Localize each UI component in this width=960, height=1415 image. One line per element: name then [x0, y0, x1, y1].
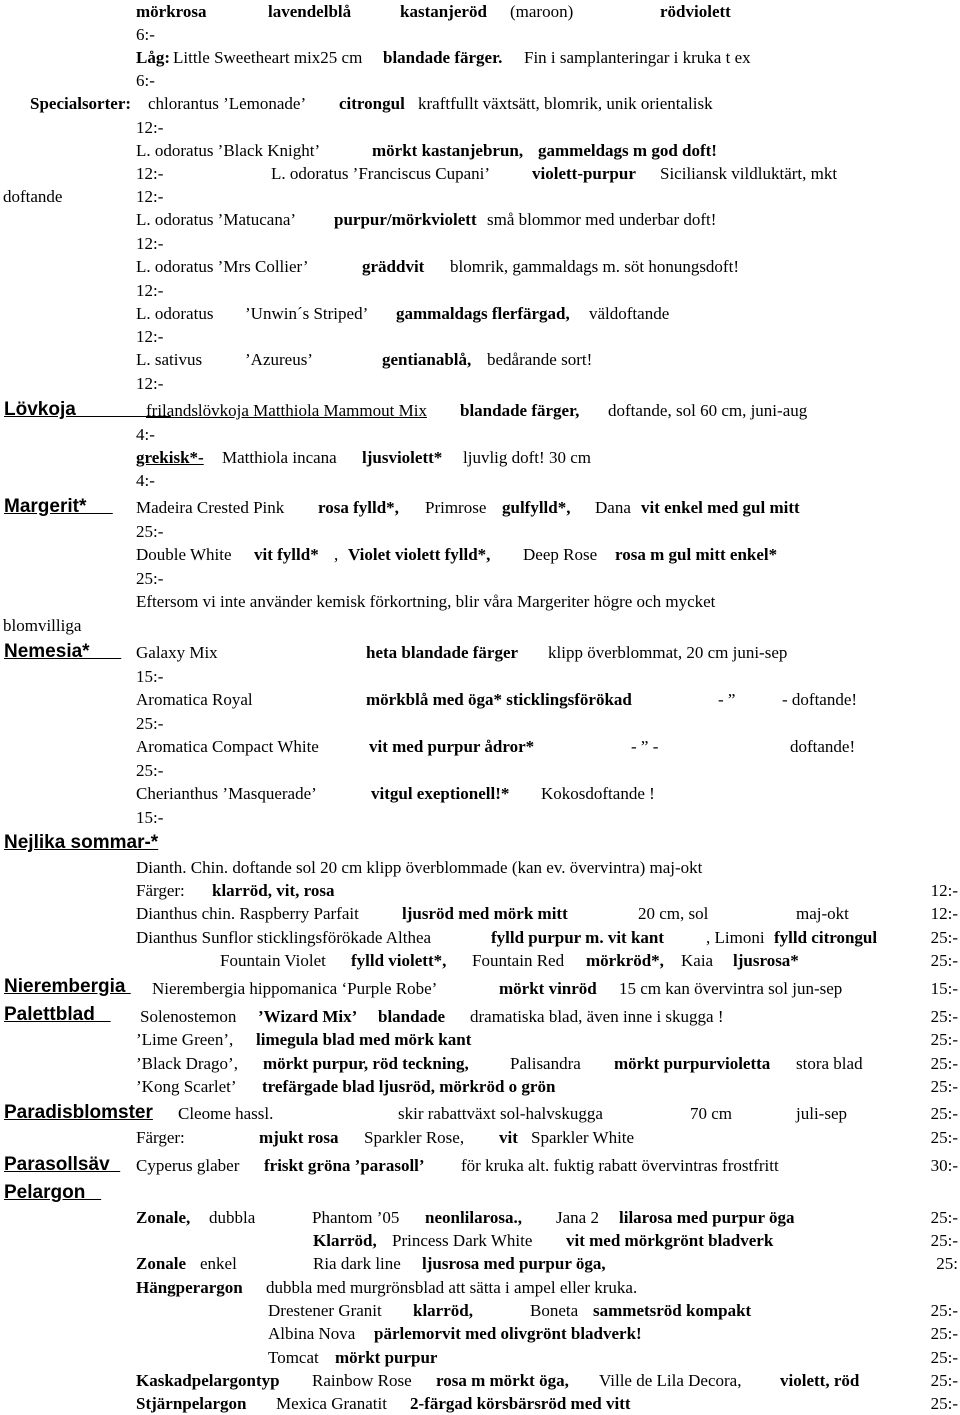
line-56-text-1: Mexica Granatit [276, 1394, 387, 1413]
line-50-text-2: Ria dark line [313, 1254, 401, 1273]
line-40-text-0: Nierembergia hippomanica ‘Purple Robe’ [152, 979, 438, 998]
line-6-text-2: gammeldags m god doft! [538, 141, 717, 160]
line-16-text-0: 12:- [136, 374, 164, 393]
line-31-text-3: doftande! [790, 737, 856, 756]
line-36-text-1: klarröd, vit, rosa [212, 881, 335, 900]
line-39-text-4: Kaia [681, 951, 714, 970]
line-31-text-0: Aromatica Compact White [136, 737, 319, 756]
line-2-text-2: blandade färger. [383, 48, 503, 67]
line-13-text-1: ’Unwin´s Striped’ [245, 304, 369, 323]
line-39-text-3: mörkröd*, [586, 951, 664, 970]
line-11-text-2: blomrik, gammaldags m. söt honungsdoft! [450, 257, 739, 276]
line-39-text-2: Fountain Red [472, 951, 565, 970]
line-46-text-4: Sparkler White [531, 1128, 635, 1147]
line-0-text-2: kastanjeröd [400, 2, 487, 21]
section-heading: Paradisblomster [4, 1102, 153, 1123]
line-21-text-2: Primrose [425, 498, 487, 517]
line-48-text-1: dubbla [209, 1208, 256, 1227]
line-27-text-0: Galaxy Mix [136, 643, 218, 662]
line-19-text-3: ljuvlig doft! 30 cm [463, 448, 591, 467]
line-49-text-2: vit med mörkgrönt bladverk [566, 1231, 774, 1250]
line-48-price: 25:- [930, 1208, 958, 1227]
line-4-text-2: citrongul [339, 94, 405, 113]
line-38-price: 25:- [930, 928, 958, 947]
line-31-text-2: - ” - [631, 737, 659, 756]
line-50-text-1: enkel [200, 1254, 237, 1273]
line-43-text-0: ’Black Drago’, [136, 1054, 238, 1073]
section-heading: Nierembergia [4, 976, 131, 997]
line-12-text-0: 12:- [136, 281, 164, 300]
section-heading: Pelargon [4, 1182, 102, 1203]
line-9-text-0: L. odoratus ’Matucana’ [136, 210, 297, 229]
line-38-text-2: , Limoni [706, 928, 765, 947]
line-45-text-3: juli-sep [796, 1104, 847, 1123]
line-49-text-1: Princess Dark White [392, 1231, 533, 1250]
line-55-text-0: Kaskadpelargontyp [136, 1371, 280, 1390]
line-23-text-4: Deep Rose [523, 545, 598, 564]
line-46-text-2: Sparkler Rose, [364, 1128, 465, 1147]
line-4-text-0: Specialsorter: [30, 94, 132, 113]
line-38-text-3: fylld citrongul [774, 928, 878, 947]
line-10-text-0: 12:- [136, 234, 164, 253]
line-15-text-1: ’Azureus’ [245, 350, 313, 369]
line-2-text-3: Fin i samplanteringar i kruka t ex [524, 48, 751, 67]
line-48-text-5: lilarosa med purpur öga [619, 1208, 795, 1227]
line-39-text-5: ljusrosa* [733, 951, 799, 970]
line-9-text-2: små blommor med underbar doft! [487, 210, 717, 229]
line-44-text-1: trefärgade blad ljusröd, mörkröd o grön [262, 1077, 556, 1096]
line-42-text-1: limegula blad med mörk kant [256, 1030, 472, 1049]
line-11-text-0: L. odoratus ’Mrs Collier’ [136, 257, 309, 276]
line-18-text-0: 4:- [136, 425, 155, 444]
line-32-text-0: 25:- [136, 761, 164, 780]
line-29-text-2: - ” [718, 690, 736, 709]
section-heading: Margerit* [4, 496, 113, 517]
line-53-price: 25:- [930, 1324, 958, 1343]
line-13-text-2: gammaldags flerfärgad, [396, 304, 570, 323]
line-50-text-0: Zonale [136, 1254, 187, 1273]
line-37-text-3: maj-okt [796, 904, 849, 923]
line-50-price: 25: [936, 1254, 958, 1273]
line-0-text-0: mörkrosa [136, 2, 207, 21]
line-19-text-0: grekisk*- [136, 448, 204, 467]
line-2-text-1: Little Sweetheart mix25 cm [173, 48, 363, 67]
line-4-text-1: chlorantus ’Lemonade’ [148, 94, 307, 113]
line-13-text-0: L. odoratus [136, 304, 214, 323]
line-56-text-2: 2-färgad körsbärsröd med vitt [410, 1394, 631, 1413]
line-48-text-0: Zonale, [136, 1208, 191, 1227]
line-52-text-0: Drestener Granit [268, 1301, 382, 1320]
line-0-text-1: lavendelblå [268, 2, 352, 21]
line-24-text-0: 25:- [136, 569, 164, 588]
line-47-text-2: för kruka alt. fuktig rabatt övervintras frostfritt [461, 1156, 779, 1175]
line-28-text-0: 15:- [136, 667, 164, 686]
line-15-text-0: L. sativus [136, 350, 203, 369]
line-42-price: 25:- [930, 1030, 958, 1049]
line-52-text-2: Boneta [530, 1301, 579, 1320]
line-52-price: 25:- [930, 1301, 958, 1320]
line-47-text-0: Cyperus glaber [136, 1156, 240, 1175]
line-35-text-0: Dianth. Chin. doftande sol 20 cm klipp överblommade (kan ev. övervintra) maj-okt [136, 858, 703, 877]
line-7-text-3: Siciliansk vildluktärt, mkt [660, 164, 838, 183]
line-0-text-4: rödviolett [660, 2, 731, 21]
line-44-text-0: ’Kong Scarlet’ [136, 1077, 237, 1096]
line-31-text-1: vit med purpur ådror* [369, 737, 535, 756]
line-43-text-2: Palisandra [510, 1054, 581, 1073]
line-21-text-4: Dana [595, 498, 631, 517]
line-39-text-1: fylld violett*, [351, 951, 447, 970]
line-37-text-0: Dianthus chin. Raspberry Parfait [136, 904, 359, 923]
line-53-text-0: Albina Nova [268, 1324, 356, 1343]
line-23-text-5: rosa m gul mitt enkel* [615, 545, 778, 564]
line-7-text-1: L. odoratus ’Franciscus Cupani’ [271, 164, 491, 183]
line-17-text-2: doftande, sol 60 cm, juni-aug [608, 401, 808, 420]
line-47-text-1: friskt gröna ’parasoll’ [264, 1156, 425, 1175]
line-4-text-3: kraftfullt växtsätt, blomrik, unik orientalisk [418, 94, 713, 113]
line-41-text-2: blandade [378, 1007, 446, 1026]
line-56-text-0: Stjärnpelargon [136, 1394, 247, 1413]
line-38-text-0: Dianthus Sunflor sticklingsförökade Althea [136, 928, 432, 947]
line-11-text-1: gräddvit [362, 257, 425, 276]
line-36-text-0: Färger: [136, 881, 185, 900]
line-45-text-1: skir rabattväxt sol-halvskugga [398, 1104, 603, 1123]
line-48-text-4: Jana 2 [556, 1208, 599, 1227]
line-21-text-0: Madeira Crested Pink [136, 498, 285, 517]
line-3-text-0: 6:- [136, 71, 155, 90]
line-45-price: 25:- [930, 1104, 958, 1123]
line-21-text-5: vit enkel med gul mitt [641, 498, 800, 517]
line-2-text-0: Låg: [136, 48, 170, 67]
line-27-text-2: klipp överblommat, 20 cm juni-sep [548, 643, 788, 662]
line-23-text-2: , [334, 545, 339, 564]
line-41-text-3: dramatiska blad, även inne i skugga ! [470, 1007, 724, 1026]
line-50-text-3: ljusrosa med purpur öga, [422, 1254, 606, 1273]
section-heading: Nemesia* [4, 641, 122, 662]
line-36-price: 12:- [930, 881, 958, 900]
line-41-price: 25:- [930, 1007, 958, 1026]
line-17-text-0: frilandslövkoja Matthiola Mammout Mix [146, 401, 427, 420]
section-heading: Lövkoja [4, 399, 171, 420]
line-46-text-0: Färger: [136, 1128, 185, 1147]
line-37-price: 12:- [930, 904, 958, 923]
line-14-text-0: 12:- [136, 327, 164, 346]
line-53-text-1: pärlemorvit med olivgrönt bladverk! [374, 1324, 642, 1343]
line-33-text-2: Kokosdoftande ! [541, 784, 655, 803]
line-40-price: 15:- [930, 979, 958, 998]
line-33-text-1: vitgul exeptionell!* [371, 784, 510, 803]
line-46-text-3: vit [499, 1128, 518, 1147]
line-48-text-2: Phantom ’05 [312, 1208, 400, 1227]
line-37-text-2: 20 cm, sol [638, 904, 709, 923]
line-23-text-0: Double White [136, 545, 232, 564]
line-30-text-0: 25:- [136, 714, 164, 733]
line-39-text-0: Fountain Violet [220, 951, 326, 970]
line-19-text-1: Matthiola incana [222, 448, 337, 467]
line-7-text-2: violett-purpur [532, 164, 636, 183]
line-38-text-1: fylld purpur m. vit kant [491, 928, 665, 947]
line-54-text-0: Tomcat [268, 1348, 319, 1367]
line-41-text-0: Solenostemon [140, 1007, 237, 1026]
line-43-text-4: stora blad [796, 1054, 863, 1073]
line-51-text-1: dubbla med murgrönsblad att sätta i ampel eller kruka. [266, 1278, 638, 1297]
line-37-text-1: ljusröd med mörk mitt [402, 904, 568, 923]
line-51-text-0: Hängperargon [136, 1278, 243, 1297]
line-54-text-1: mörkt purpur [335, 1348, 438, 1367]
line-29-text-1: mörkblå med öga* sticklingsförökad [366, 690, 632, 709]
line-7-text-0: 12:- [136, 164, 164, 183]
line-49-text-0: Klarröd, [313, 1231, 377, 1250]
line-0-text-3: (maroon) [510, 2, 574, 21]
line-6-text-1: mörkt kastanjebrun, [372, 141, 524, 160]
line-27-text-1: heta blandade färger [366, 643, 519, 662]
line-26-text-0: blomvilliga [3, 616, 82, 635]
line-44-price: 25:- [930, 1077, 958, 1096]
line-34-text-0: 15:- [136, 808, 164, 827]
line-15-text-3: bedårande sort! [487, 350, 593, 369]
line-25-text-0: Eftersom vi inte använder kemisk förkortning, blir våra Margeriter högre och mycket [136, 592, 716, 611]
line-19-text-2: ljusviolett* [362, 448, 443, 467]
line-55-text-3: Ville de Lila Decora, [599, 1371, 742, 1390]
line-29-text-0: Aromatica Royal [136, 690, 253, 709]
line-40-text-1: mörkt vinröd [499, 979, 597, 998]
line-15-text-2: gentianablå, [382, 350, 472, 369]
line-8-text-0: doftande [3, 187, 63, 206]
line-1-text-0: 6:- [136, 25, 155, 44]
line-55-text-4: violett, röd [780, 1371, 860, 1390]
line-52-text-3: sammetsröd kompakt [593, 1301, 752, 1320]
line-33-text-0: Cherianthus ’Masquerade’ [136, 784, 317, 803]
line-21-text-3: gulfylld*, [502, 498, 571, 517]
line-8-text-1: 12:- [136, 187, 164, 206]
line-5-text-0: 12:- [136, 118, 164, 137]
line-43-price: 25:- [930, 1054, 958, 1073]
line-23-text-1: vit fylld* [254, 545, 319, 564]
section-heading: Palettblad [4, 1004, 111, 1025]
line-42-text-0: ’Lime Green’, [136, 1030, 234, 1049]
line-13-text-3: väldoftande [589, 304, 670, 323]
line-39-price: 25:- [930, 951, 958, 970]
line-43-text-1: mörkt purpur, röd teckning, [263, 1054, 469, 1073]
line-20-text-0: 4:- [136, 471, 155, 490]
line-17-text-1: blandade färger, [460, 401, 580, 420]
line-43-text-3: mörkt purpurvioletta [614, 1054, 771, 1073]
line-55-price: 25:- [930, 1371, 958, 1390]
line-55-text-1: Rainbow Rose [312, 1371, 412, 1390]
line-23-text-3: Violet violett fylld*, [348, 545, 491, 564]
line-56-price: 25:- [930, 1394, 958, 1413]
line-45-text-0: Cleome hassl. [178, 1104, 274, 1123]
line-41-text-1: ’Wizard Mix’ [258, 1007, 358, 1026]
line-9-text-1: purpur/mörkviolett [334, 210, 477, 229]
line-52-text-1: klarröd, [413, 1301, 473, 1320]
line-54-price: 25:- [930, 1348, 958, 1367]
line-48-text-3: neonlilarosa., [425, 1208, 522, 1227]
line-46-text-1: mjukt rosa [259, 1128, 339, 1147]
line-40-text-2: 15 cm kan övervintra sol jun-sep [619, 979, 843, 998]
line-49-price: 25:- [930, 1231, 958, 1250]
line-55-text-2: rosa m mörkt öga, [436, 1371, 569, 1390]
line-45-text-2: 70 cm [690, 1104, 733, 1123]
section-heading: Parasollsäv [4, 1154, 121, 1175]
line-22-text-0: 25:- [136, 522, 164, 541]
line-29-text-3: - doftande! [782, 690, 858, 709]
line-47-price: 30:- [930, 1156, 958, 1175]
section-heading: Nejlika sommar-* [4, 832, 159, 853]
line-21-text-1: rosa fylld*, [318, 498, 399, 517]
line-46-price: 25:- [930, 1128, 958, 1147]
line-6-text-0: L. odoratus ’Black Knight’ [136, 141, 321, 160]
